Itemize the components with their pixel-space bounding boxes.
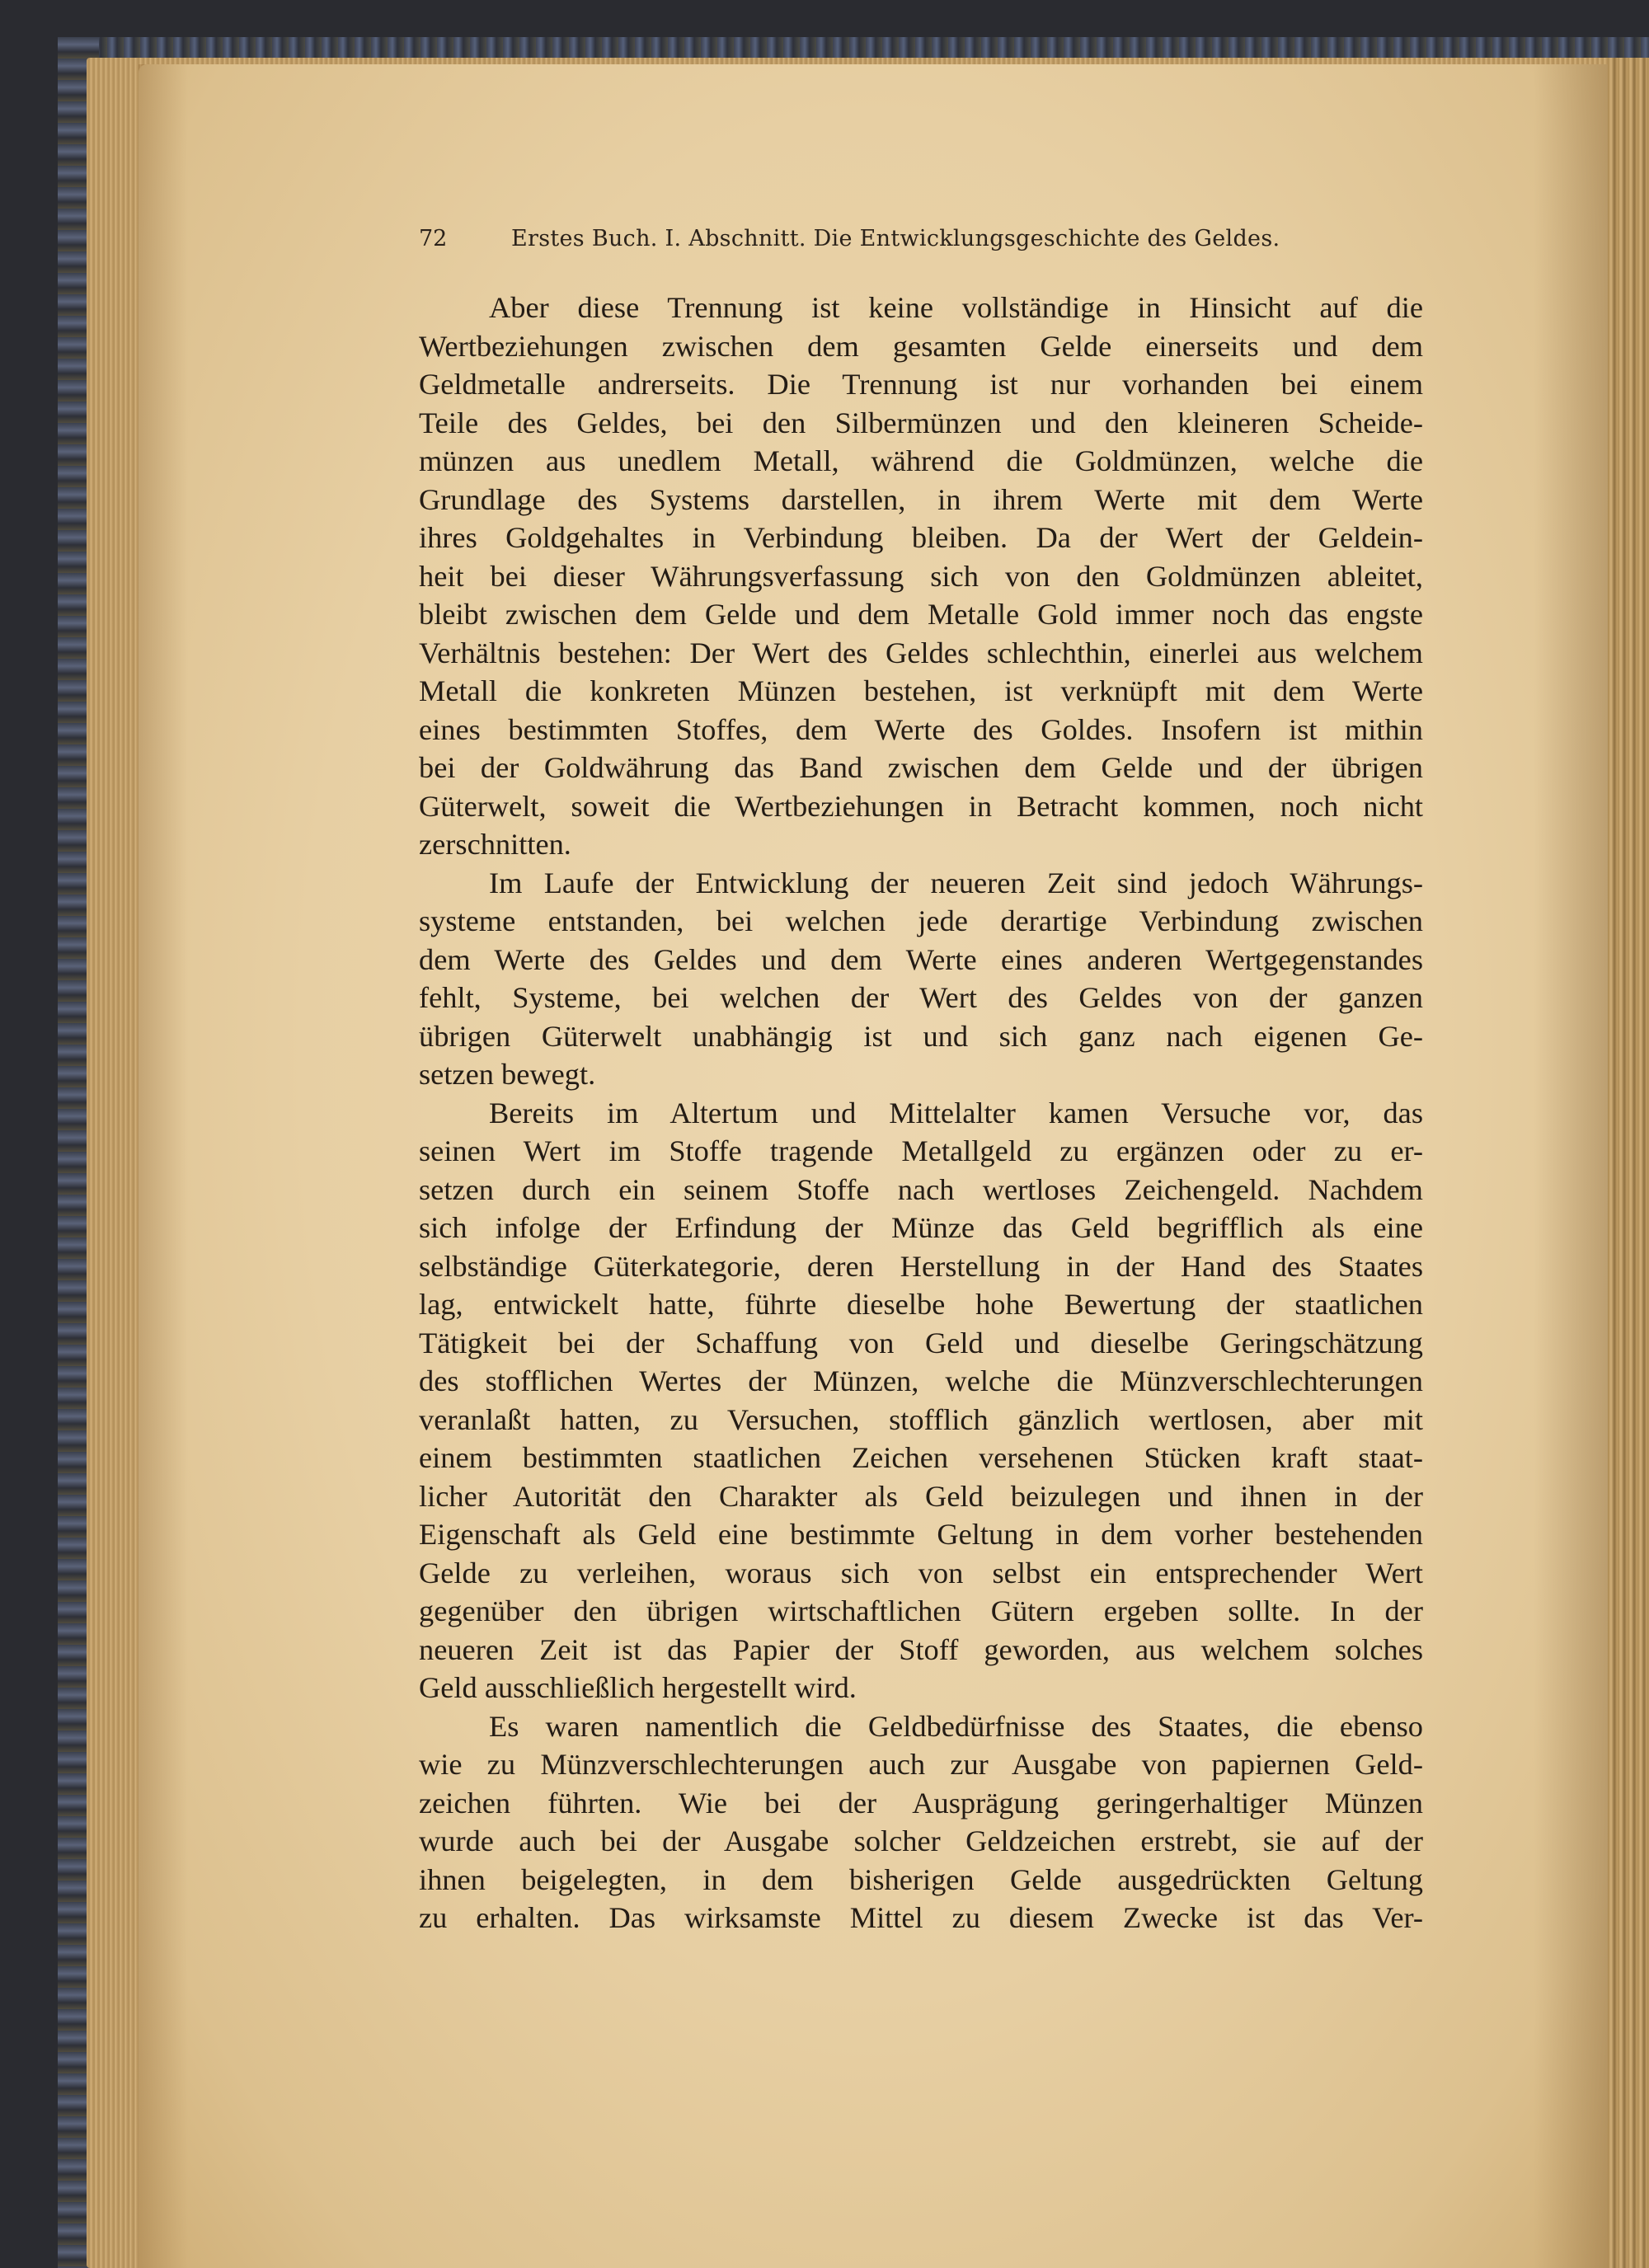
text-line: des stofflichen Wertes der Münzen, welche die Münzverschlechterungen	[419, 1364, 1423, 1397]
text-line: licher Autorität den Charakter als Geld beizulegen und ihnen in der	[419, 1479, 1423, 1513]
text-line: ihres Goldgehaltes in Verbindung bleiben. Da der Wert der Geldein-	[419, 521, 1423, 554]
text-line: zeichen führten. Wie bei der Ausprägung geringerhaltiger Münzen	[419, 1786, 1423, 1820]
text-line: setzen bewegt.	[419, 1058, 596, 1091]
text-line: Im Laufe der Entwicklung der neueren Zeit sind jedoch Währungs-	[489, 866, 1423, 899]
text-line: Wertbeziehungen zwischen dem gesamten Gelde einerseits und dem	[419, 329, 1423, 363]
text-line: neueren Zeit ist das Papier der Stoff geworden, aus welchem solches	[419, 1632, 1423, 1666]
text-line: bleibt zwischen dem Gelde und dem Metalle Gold immer noch das engste	[419, 598, 1423, 631]
text-line: wie zu Münzverschlechterungen auch zur Ausgabe von papiernen Geld-	[419, 1748, 1423, 1781]
text-line: Verhältnis bestehen: Der Wert des Geldes schlechthin, einerlei aus welchem	[419, 636, 1423, 669]
text-line: übrigen Güterwelt unabhängig ist und sich ganz nach eigenen Ge-	[419, 1019, 1423, 1053]
text-line: lag, entwickelt hatte, führte dieselbe hohe Bewertung der staatlichen	[419, 1288, 1423, 1321]
text-line: gegenüber den übrigen wirtschaftlichen Gütern ergeben sollte. In der	[419, 1594, 1423, 1627]
text-line: münzen aus unedlem Metall, während die Goldmünzen, welche die	[419, 444, 1423, 477]
text-line: Metall die konkreten Münzen bestehen, ist verknüpft mit dem Werte	[419, 674, 1423, 707]
page-number: 72	[419, 226, 448, 251]
text-line: Geld ausschließlich hergestellt wird.	[419, 1671, 857, 1704]
text-line: zu erhalten. Das wirksamste Mittel zu diesem Zwecke ist das Ver-	[419, 1901, 1423, 1934]
text-line: veranlaßt hatten, zu Versuchen, stofflich gänzlich wertlosen, aber mit	[419, 1402, 1423, 1436]
text-line: sich infolge der Erfindung der Münze das Geld begrifflich als eine	[419, 1211, 1423, 1244]
running-title: Erstes Buch. I. Abschnitt. Die Entwicklungsgeschichte des Geldes.	[511, 226, 1280, 251]
text-line: einem bestimmten staatlichen Zeichen versehenen Stücken kraft staat-	[419, 1441, 1423, 1474]
text-line: eines bestimmten Stoffes, dem Werte des Goldes. Insofern ist mithin	[419, 712, 1423, 746]
text-line: ihnen beigelegten, in dem bisherigen Gelde ausgedrückten Geltung	[419, 1862, 1423, 1896]
text-line: selbständige Güterkategorie, deren Herstellung in der Hand des Staates	[419, 1249, 1423, 1283]
text-line: Teile des Geldes, bei den Silbermünzen und den kleineren Scheide-	[419, 406, 1423, 439]
text-line: Aber diese Trennung ist keine vollständige in Hinsicht auf die	[489, 291, 1423, 324]
body-text	[419, 289, 1423, 1937]
text-line: zerschnitten.	[419, 828, 571, 861]
text-line: Güterwelt, soweit die Wertbeziehungen in Betracht kommen, noch nicht	[419, 789, 1423, 823]
text-line: fehlt, Systeme, bei welchen der Wert des Geldes von der ganzen	[419, 981, 1423, 1014]
text-line: Bereits im Altertum und Mittelalter kamen Versuche vor, das	[489, 1096, 1423, 1129]
text-line: seinen Wert im Stoffe tragende Metallgeld zu ergänzen oder zu er-	[419, 1134, 1423, 1167]
text-line: dem Werte des Geldes und dem Werte eines anderen Wertgegenstandes	[419, 942, 1423, 976]
text-line: setzen durch ein seinem Stoffe nach wertloses Zeichengeld. Nachdem	[419, 1172, 1423, 1206]
text-line: wurde auch bei der Ausgabe solcher Geldzeichen erstrebt, sie auf der	[419, 1824, 1423, 1857]
text-line: heit bei dieser Währungsverfassung sich von den Goldmünzen ableitet,	[419, 559, 1423, 593]
text-line: Eigenschaft als Geld eine bestimmte Geltung in dem vorher bestehenden	[419, 1518, 1423, 1551]
running-header	[419, 221, 1334, 256]
text-line: Gelde zu verleihen, woraus sich von selbst ein entsprechender Wert	[419, 1556, 1423, 1589]
text-line: Es waren namentlich die Geldbedürfnisse des Staates, die ebenso	[489, 1709, 1423, 1743]
page-stack-edge-right	[1608, 58, 1649, 2268]
text-line: Geldmetalle andrerseits. Die Trennung ist nur vorhanden bei einem	[419, 368, 1423, 401]
text-line: Grundlage des Systems darstellen, in ihrem Werte mit dem Werte	[419, 482, 1423, 516]
text-line: Tätigkeit bei der Schaffung von Geld und dieselbe Geringschätzung	[419, 1326, 1423, 1359]
text-line: systeme entstanden, bei welchen jede derartige Verbindung zwischen	[419, 904, 1423, 937]
text-line: bei der Goldwährung das Band zwischen dem Gelde und der übrigen	[419, 751, 1423, 784]
